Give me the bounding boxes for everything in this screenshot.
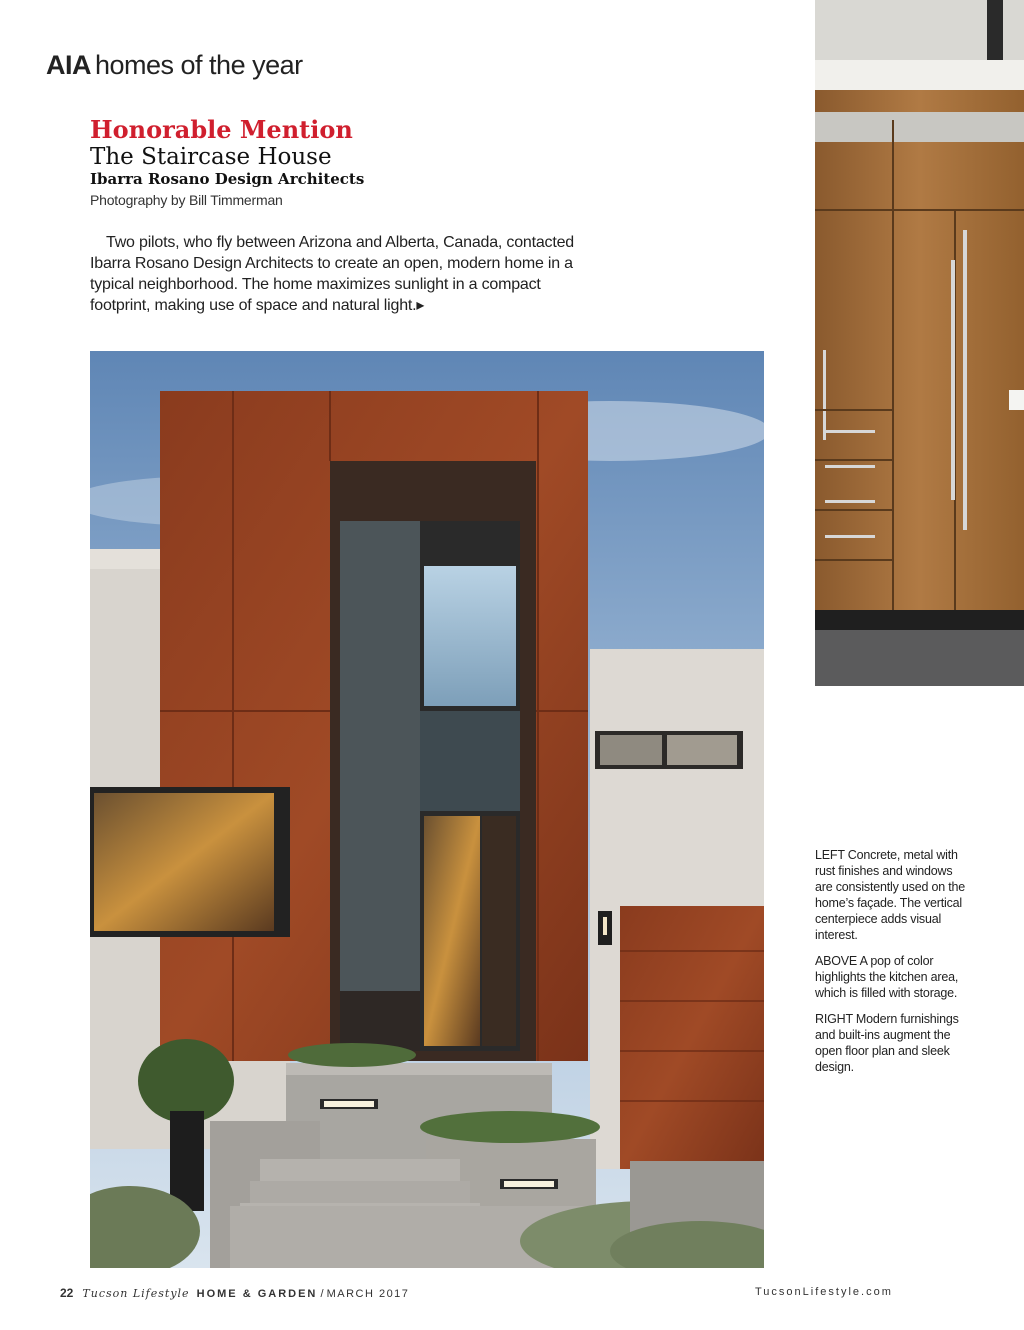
intro-paragraph (90, 232, 600, 316)
house-facade-photo (90, 351, 764, 1268)
header-brand: AIA (46, 50, 91, 80)
house-facade-illustration (90, 351, 764, 1268)
website-link[interactable]: TucsonLifestyle.com (755, 1286, 893, 1298)
photo-credit: Photography by Bill Timmerman (90, 192, 283, 208)
caption-right: RIGHT Modern furnishings and built-ins augment the open floor plan and sleek design. (815, 1012, 959, 1074)
section-name: HOME & GARDEN (196, 1288, 318, 1300)
page-footer (60, 1286, 409, 1300)
caption-left: LEFT Concrete, metal with rust finishes and windows are consistently used on the home’s façade. The vertical centerpiece adds visual interest. (815, 848, 966, 942)
page-number: 22 (60, 1286, 74, 1300)
header-rest: homes of the year (95, 50, 303, 80)
kitchen-photo (815, 0, 1024, 686)
section-header (46, 50, 303, 81)
kitchen-cabinets-illustration (815, 0, 1024, 686)
photo-captions (815, 847, 970, 1085)
architect-name: Ibarra Rosano Design Architects (90, 170, 365, 188)
title-block (90, 116, 364, 208)
issue-date: MARCH 2017 (326, 1288, 410, 1300)
footer-separator: / (320, 1288, 324, 1300)
caption-above: ABOVE A pop of color highlights the kitchen area, which is filled with storage. (815, 954, 959, 1000)
award-title: Honorable Mention (90, 115, 353, 144)
magazine-name: Tucson Lifestyle (82, 1287, 190, 1300)
house-name: The Staircase House (90, 144, 332, 170)
intro-text: Two pilots, who fly between Arizona and Alberta, Canada, contacted Ibarra Rosano Design Architects to create an open, modern home in a typical neighborhood. The home maximizes sunlight in a compact footprint, making use of space and natural light.▸ (90, 234, 574, 314)
